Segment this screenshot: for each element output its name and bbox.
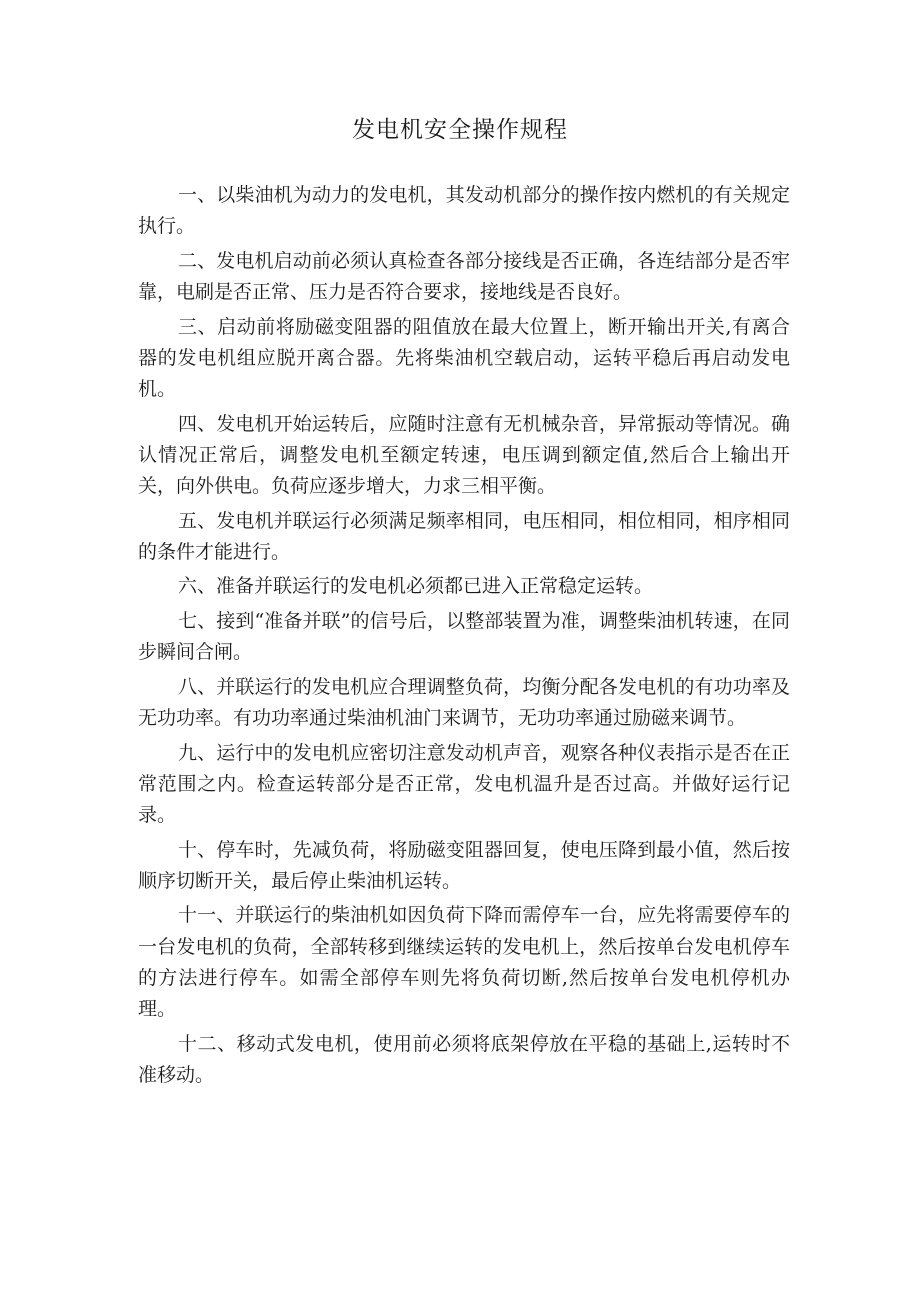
paragraph-11: 十一、并联运行的柴油机如因负荷下降而需停车一台，应先将需要停车的一台发电机的负荷，全部转移到继续运转的发电机上，然后按单台发电机停车的方法进行停车。如需全部停车则先将负荷切断,然后按单台发电机停机办理。 — [138, 904, 790, 1020]
paragraph-1: 一、以柴油机为动力的发电机，其发动机部分的操作按内燃机的有关规定执行。 — [138, 184, 790, 238]
document-body — [138, 180, 790, 1094]
paragraph-12: 十二、移动式发电机，使用前必须将底架停放在平稳的基础上,运转时不准移动。 — [138, 1032, 790, 1086]
paragraph-10: 十、停车时，先减负荷，将励磁变阻器回复，使电压降到最小值，然后按顺序切断开关，最后停止柴油机运转。 — [138, 838, 790, 892]
paragraph-2: 二、发电机启动前必须认真检查各部分接线是否正确，各连结部分是否牢靠，电刷是否正常、压力是否符合要求，接地线是否良好。 — [138, 249, 790, 303]
paragraph-4: 四、发电机开始运转后，应随时注意有无机械杂音，异常振动等情况。确认情况正常后，调整发电机至额定转速，电压调到额定值,然后合上输出开关，向外供电。负荷应逐步增大，力求三相平衡。 — [138, 412, 790, 497]
document-title: 发电机安全操作规程 — [352, 117, 568, 143]
paragraph-3: 三、启动前将励磁变阻器的阻值放在最大位置上，断开输出开关,有离合器的发电机组应脱开离合器。先将柴油机空载启动，运转平稳后再启动发电机。 — [138, 315, 790, 400]
paragraph-5: 五、发电机并联运行必须满足频率相同，电压相同，相位相同，相序相同的条件才能进行。 — [138, 509, 790, 563]
paragraph-8: 八、并联运行的发电机应合理调整负荷，均衡分配各发电机的有功功率及无功功率。有功功率通过柴油机油门来调节，无功功率通过励磁来调节。 — [138, 675, 790, 729]
paragraph-9: 九、运行中的发电机应密切注意发动机声音，观察各种仪表指示是否在正常范围之内。检查运转部分是否正常，发电机温升是否过高。并做好运行记录。 — [138, 741, 790, 826]
paragraph-7: 七、接到“准备并联”的信号后，以整部装置为准，调整柴油机转速，在同步瞬间合闸。 — [138, 609, 790, 664]
paragraph-6: 六、准备并联运行的发电机必须都已进入正常稳定运转。 — [178, 575, 654, 598]
